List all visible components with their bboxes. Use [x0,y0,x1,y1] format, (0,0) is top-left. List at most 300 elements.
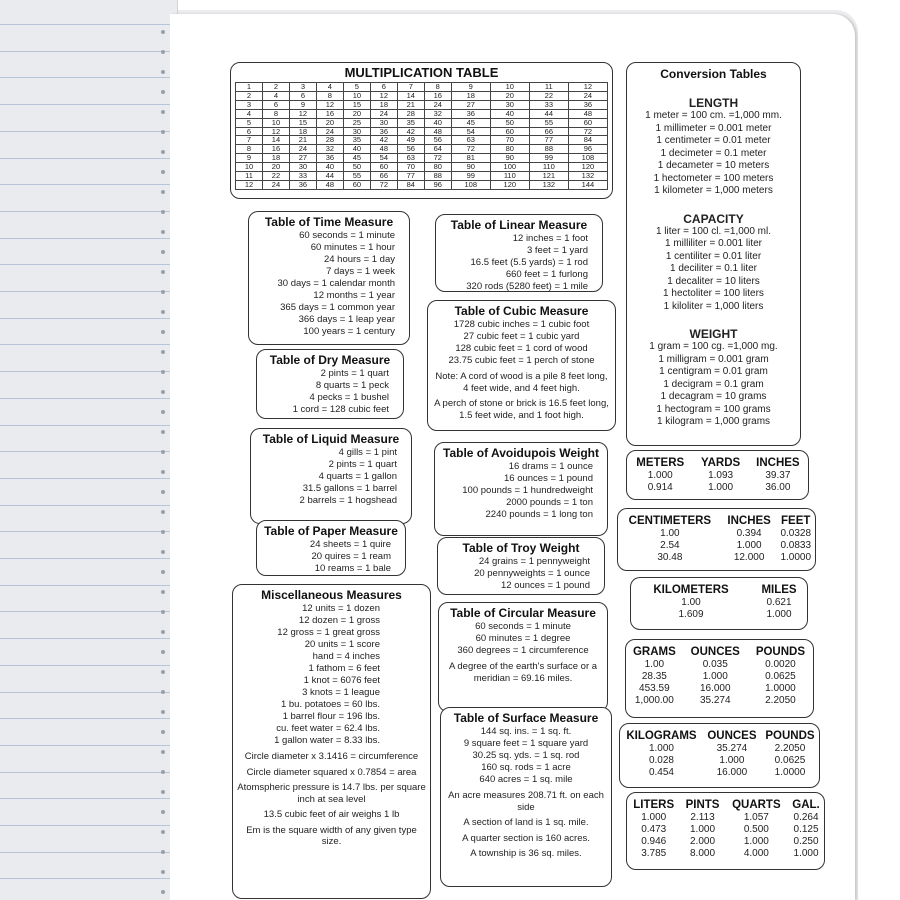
multiplication-cell: 44 [316,172,343,181]
binding-hole [161,650,165,654]
measure-line: hand = 4 inches [312,651,380,662]
ruled-line [0,131,177,132]
multiplication-cell: 11 [529,83,568,92]
measure-line: 27 cubic feet = 1 cubic yard [463,331,580,342]
liquid-measure-table [250,428,412,524]
unit-header: YARDS [700,457,741,469]
multiplication-cell: 24 [289,145,316,154]
multiplication-cell: 12 [289,109,316,118]
measure-note: An acre measures 208.71 ft. on each side [448,790,604,813]
ruled-line [0,745,177,746]
multiplication-cell: 21 [289,136,316,145]
measure-line: 24 hours = 1 day [323,254,395,265]
multiplication-cell: 132 [529,180,568,189]
multiplication-cell: 7 [236,136,263,145]
binding-hole [161,690,165,694]
multiplication-cell: 64 [424,145,451,154]
binding-hole [161,470,165,474]
ruled-line [0,371,177,372]
multiplication-cell: 24 [262,180,289,189]
measure-line: 1 kiloliter = 1,000 liters [663,300,764,312]
unit-table-grid [626,640,813,707]
multiplication-cell: 90 [451,163,490,172]
multiplication-cell: 24 [316,127,343,136]
binding-hole [161,250,165,254]
multiplication-cell: 81 [451,154,490,163]
paper-measure-title: Table of Paper Measure [264,524,398,538]
multiplication-row [236,91,608,100]
conversion-tables [626,62,801,446]
multiplication-cell: 18 [289,127,316,136]
multiplication-cell: 84 [397,180,424,189]
binding-hole [161,530,165,534]
measure-line: 1 fathom = 6 feet [308,663,380,674]
unit-header: MILES [761,584,797,596]
multiplication-cell: 42 [370,136,397,145]
troy-weight-lines [438,556,604,592]
multiplication-grid [235,82,608,190]
multiplication-cell: 50 [490,118,529,127]
weight-lines [627,341,800,429]
unit-value: 1,000.00 [634,695,674,706]
binding-hole [161,270,165,274]
measure-line: 365 days = 1 common year [280,302,395,313]
unit-value: 1.000 [647,470,673,481]
unit-header: FEET [781,515,811,527]
multiplication-cell: 36 [451,109,490,118]
multiplication-cell: 44 [529,109,568,118]
unit-value: 0.0625 [774,755,806,766]
circular-measure-table [438,602,608,712]
binding-hole [161,550,165,554]
multiplication-cell: 7 [397,83,424,92]
unit-value: 1.000 [708,482,734,493]
unit-value: 12.000 [733,552,765,563]
troy-weight-title: Table of Troy Weight [462,541,580,555]
multiplication-cell: 56 [424,136,451,145]
multiplication-cell: 63 [397,154,424,163]
unit-value: 0.946 [641,836,667,847]
miscellaneous-measures-title: Miscellaneous Measures [261,588,402,602]
measure-line: 60 minutes = 1 hour [310,242,395,253]
multiplication-cell: 72 [568,127,607,136]
multiplication-cell: 10 [490,83,529,92]
multiplication-row [236,100,608,109]
unit-value: 28.35 [641,671,667,682]
unit-value: 0.0020 [765,659,796,670]
measure-line: 16.5 feet (5.5 yards) = 1 rod [470,257,588,268]
binding-hole [161,150,165,154]
multiplication-cell: 30 [370,118,397,127]
multiplication-cell: 2 [262,83,289,92]
measure-line: 12 months = 1 year [313,290,395,301]
meters-yards-inches-table [626,450,809,500]
unit-header: KILOGRAMS [626,730,697,742]
unit-header: QUARTS [732,799,781,811]
surface-notes [441,790,611,860]
ruled-line [0,291,177,292]
multiplication-cell: 54 [451,127,490,136]
measure-line: 12 inches = 1 foot [512,233,588,244]
measure-line: 12 ounces = 1 pound [500,580,590,591]
unit-value: 0.028 [648,755,674,766]
multiplication-cell: 66 [370,172,397,181]
binding-hole [161,490,165,494]
measure-line: 4 gills = 1 pint [338,447,397,458]
measure-note: A township is 36 sq. miles. [470,848,582,859]
ruled-line [0,611,177,612]
length-heading: LENGTH [688,96,739,110]
measure-line: cu. feet water = 62.4 lbs. [276,723,380,734]
multiplication-cell: 60 [490,127,529,136]
ruled-line [0,344,177,345]
surface-measure-lines [441,726,611,786]
unit-value: 35.274 [699,695,731,706]
measure-line: 1 cord = 128 cubic feet [292,404,389,415]
multiplication-cell: 33 [289,172,316,181]
multiplication-cell: 35 [343,136,370,145]
ruled-line [0,184,177,185]
multiplication-cell: 14 [262,136,289,145]
binding-hole [161,510,165,514]
binding-hole [161,390,165,394]
multiplication-cell: 49 [397,136,424,145]
multiplication-cell: 30 [289,163,316,172]
multiplication-cell: 27 [451,100,490,109]
measure-line: 3 knots = 1 league [302,687,380,698]
binding-hole [161,410,165,414]
ruled-line [0,878,177,879]
multiplication-cell: 27 [289,154,316,163]
multiplication-cell: 21 [397,100,424,109]
unit-header: GAL. [792,799,820,811]
left-notebook-page [0,0,178,900]
multiplication-cell: 20 [316,118,343,127]
miscellaneous-measures-table [232,584,431,899]
multiplication-cell: 99 [529,154,568,163]
time-measure-table [248,211,410,345]
multiplication-cell: 88 [424,172,451,181]
multiplication-cell: 110 [490,172,529,181]
unit-value: 16.000 [716,767,748,778]
time-measure-title: Table of Time Measure [264,215,394,229]
multiplication-cell: 42 [397,127,424,136]
reference-page [170,14,855,900]
time-measure-lines [249,230,409,338]
measure-line: 320 rods (5280 feet) = 1 mile [466,281,588,292]
binding-hole [161,610,165,614]
unit-value: 2.000 [690,836,716,847]
multiplication-cell: 11 [236,172,263,181]
centimeters-inches-feet-table [617,508,816,571]
measure-line: 100 pounds = 1 hundredweight [462,485,593,496]
multiplication-cell: 36 [370,127,397,136]
measure-line: 1 decameter = 10 meters [657,160,770,171]
unit-value: 1.000 [736,540,762,551]
circular-measure-lines [439,621,607,657]
multiplication-cell: 25 [343,118,370,127]
binding-hole [161,830,165,834]
binding-hole [161,30,165,34]
ruled-line [0,238,177,239]
kilograms-ounces-pounds-table [619,723,820,788]
avoirdupois-weight-lines [435,461,607,521]
measure-line: 60 seconds = 1 minute [299,230,395,241]
multiplication-cell: 16 [262,145,289,154]
multiplication-cell: 84 [568,136,607,145]
unit-value: 1.093 [708,470,734,481]
multiplication-cell: 77 [529,136,568,145]
paper-measure-lines [257,539,405,575]
measure-line: 2 barrels = 1 hogshead [299,495,397,506]
multiplication-cell: 10 [343,91,370,100]
multiplication-cell: 120 [490,180,529,189]
measure-line: 1 decaliter = 10 liters [667,275,760,287]
multiplication-cell: 72 [424,154,451,163]
measure-line: 1 knot = 6076 feet [303,675,380,686]
measure-note: Circle diameter squared x 0.7854 = area [246,766,417,778]
multiplication-cell: 36 [568,100,607,109]
multiplication-cell: 70 [397,163,424,172]
measure-line: 4 quarts = 1 gallon [318,471,397,482]
binding-hole [161,810,165,814]
multiplication-cell: 96 [568,145,607,154]
binding-hole [161,70,165,74]
dry-measure-lines [257,368,403,416]
ruled-line [0,852,177,853]
measure-line: 20 pennyweights = 1 ounce [474,568,590,579]
unit-value: 0.250 [793,836,819,847]
unit-table-grid [620,724,819,779]
multiplication-table [230,62,613,199]
unit-header: INCHES [756,457,800,469]
measure-line: 660 feet = 1 furlong [505,269,588,280]
measure-line: 1 barrel flour = 196 lbs. [282,711,380,722]
measure-line: 1 deciliter = 0.1 liter [670,263,757,274]
miscellaneous-measures-lines [233,603,430,747]
ruled-line [0,425,177,426]
cubic-measure-lines [428,319,615,367]
multiplication-cell: 20 [343,109,370,118]
multiplication-cell: 144 [568,180,607,189]
multiplication-cell: 1 [236,83,263,92]
ruled-line [0,318,177,319]
unit-value: 0.0833 [780,540,812,551]
ruled-line [0,718,177,719]
measure-line: 12 gross = 1 great gross [277,627,380,638]
unit-value: 1.000 [793,848,819,859]
binding-hole [161,710,165,714]
measure-line: 366 days = 1 leap year [298,314,395,325]
multiplication-cell: 8 [316,91,343,100]
measure-line: 1 hectoliter = 100 liters [663,288,764,299]
ruled-line [0,24,177,25]
multiplication-cell: 15 [343,100,370,109]
liquid-measure-title: Table of Liquid Measure [262,432,400,446]
unit-header: KILOMETERS [653,584,729,596]
linear-measure-title: Table of Linear Measure [450,218,588,232]
multiplication-cell: 48 [424,127,451,136]
multiplication-cell: 77 [397,172,424,181]
measure-line: 12 units = 1 dozen [302,603,380,614]
unit-value: 1.057 [743,812,769,823]
conversion-title: Conversion Tables [660,67,767,81]
multiplication-cell: 50 [343,163,370,172]
measure-line: 1 gallon water = 8.33 lbs. [274,735,380,746]
measure-line: 1 decigram = 0.1 gram [663,378,764,390]
cubic-measure-title: Table of Cubic Measure [454,304,589,318]
multiplication-cell: 2 [236,91,263,100]
multiplication-cell: 6 [370,83,397,92]
multiplication-cell: 18 [370,100,397,109]
circular-note: A degree of the earth's surface or a meridian = 69.16 miles. [448,661,598,684]
unit-header: GRAMS [632,646,676,658]
multiplication-cell: 110 [529,163,568,172]
measure-line: 30 days = 1 calendar month [277,278,395,289]
multiplication-cell: 12 [568,83,607,92]
binding-hole [161,890,165,894]
multiplication-cell: 18 [262,154,289,163]
measure-line: 3 feet = 1 yard [527,245,588,256]
binding-hole [161,350,165,354]
multiplication-cell: 120 [568,163,607,172]
binding-hole [161,630,165,634]
ruled-line [0,585,177,586]
measure-line: 4 pecks = 1 bushel [309,392,389,403]
unit-value: 30.48 [657,552,683,563]
unit-header: LITERS [633,799,675,811]
unit-table-grid [627,451,808,494]
unit-value: 0.035 [702,659,728,670]
linear-measure-table [435,214,603,292]
measure-line: 12 dozen = 1 gross [298,615,380,626]
multiplication-cell: 24 [568,91,607,100]
multiplication-cell: 54 [370,154,397,163]
unit-value: 0.621 [766,597,792,608]
measure-line: 1 gram = 100 cg. =1,000 mg. [649,341,778,352]
avoirdupois-weight-table [434,442,608,536]
binding-hole [161,570,165,574]
ruled-line [0,264,177,265]
ruled-line [0,558,177,559]
unit-value: 3.785 [641,848,667,859]
multiplication-cell: 40 [316,163,343,172]
multiplication-cell: 32 [316,145,343,154]
paper-measure-table [256,520,406,576]
measure-line: 24 sheets = 1 quire [309,539,391,550]
multiplication-cell: 18 [451,91,490,100]
measure-line: 1 milligram = 0.001 gram [658,353,769,365]
multiplication-cell: 16 [316,109,343,118]
multiplication-cell: 10 [262,118,289,127]
measure-note: 13.5 cubic feet of air weighs 1 lb [263,809,400,820]
unit-value: 1.00 [681,597,701,608]
multiplication-cell: 3 [236,100,263,109]
unit-header: PINTS [685,799,720,811]
multiplication-cell: 15 [289,118,316,127]
cubic-note-cord: Note: A cord of wood is a pile 8 feet long, 4 feet wide, and 4 feet high. [435,371,608,394]
measure-line: 1 hectogram = 100 grams [656,403,771,415]
multiplication-cell: 72 [451,145,490,154]
multiplication-cell: 66 [529,127,568,136]
unit-value: 16.000 [699,683,731,694]
binding-hole [161,50,165,54]
multiplication-cell: 33 [529,100,568,109]
ruled-line [0,77,177,78]
dry-measure-table [256,349,404,419]
multiplication-cell: 55 [343,172,370,181]
liquid-measure-lines [251,447,411,507]
unit-value: 0.125 [793,824,819,835]
measure-line: 1 meter = 100 cm. =1,000 mm. [645,110,782,121]
measure-line: 2000 pounds = 1 ton [506,497,593,508]
unit-value: 2.54 [660,540,680,551]
unit-value: 4.000 [743,848,769,859]
multiplication-cell: 96 [424,180,451,189]
measure-line: 1 bu. potatoes = 60 lbs. [280,699,380,710]
multiplication-cell: 63 [451,136,490,145]
unit-value: 1.000 [641,812,667,823]
measure-line: 8 quarts = 1 peck [315,380,389,391]
binding-hole [161,170,165,174]
measure-line: 1 decagram = 10 grams [660,391,767,402]
binding-hole [161,750,165,754]
unit-value: 1.0000 [765,683,796,694]
measure-line: 128 cubic feet = 1 cord of wood [455,343,588,354]
measure-line: 1 decimeter = 0.1 meter [660,147,767,159]
multiplication-cell: 20 [262,163,289,172]
multiplication-cell: 99 [451,172,490,181]
troy-weight-table [437,537,605,595]
ruled-line [0,478,177,479]
measure-line: 2240 pounds = 1 long ton [485,509,593,520]
ruled-line [0,531,177,532]
multiplication-cell: 56 [397,145,424,154]
unit-header: POUNDS [765,730,815,742]
measure-note: Em is the square width of any given type size. [246,824,417,847]
ruled-line [0,692,177,693]
multiplication-cell: 22 [262,172,289,181]
unit-value: 2.2050 [774,743,806,754]
measure-line: 23.75 cubic feet = 1 perch of stone [448,355,595,366]
multiplication-cell: 9 [289,100,316,109]
multiplication-cell: 80 [424,163,451,172]
multiplication-cell: 4 [262,91,289,100]
capacity-lines [627,226,800,314]
multiplication-cell: 10 [236,163,263,172]
binding-hole [161,370,165,374]
multiplication-cell: 8 [236,145,263,154]
multiplication-cell: 16 [424,91,451,100]
unit-value: 0.0328 [780,528,812,539]
multiplication-cell: 12 [262,127,289,136]
unit-value: 39.37 [765,470,791,481]
measure-line: 144 sq. ins. = 1 sq. ft. [480,726,572,737]
measure-line: 1 millimeter = 0.001 meter [655,122,772,134]
multiplication-cell: 80 [490,145,529,154]
measure-line: 2 pints = 1 quart [328,459,397,470]
measure-note: Atomspheric pressure is 14.7 lbs. per square inch at sea level [237,782,426,805]
unit-table-grid [631,578,807,621]
binding-hole [161,790,165,794]
multiplication-cell: 22 [529,91,568,100]
multiplication-cell: 20 [490,91,529,100]
miscellaneous-notes [233,751,430,848]
binding-hole [161,670,165,674]
measure-line: 1 hectometer = 100 meters [653,172,774,184]
unit-value: 0.454 [648,767,674,778]
unit-value: 1.0000 [780,552,812,563]
